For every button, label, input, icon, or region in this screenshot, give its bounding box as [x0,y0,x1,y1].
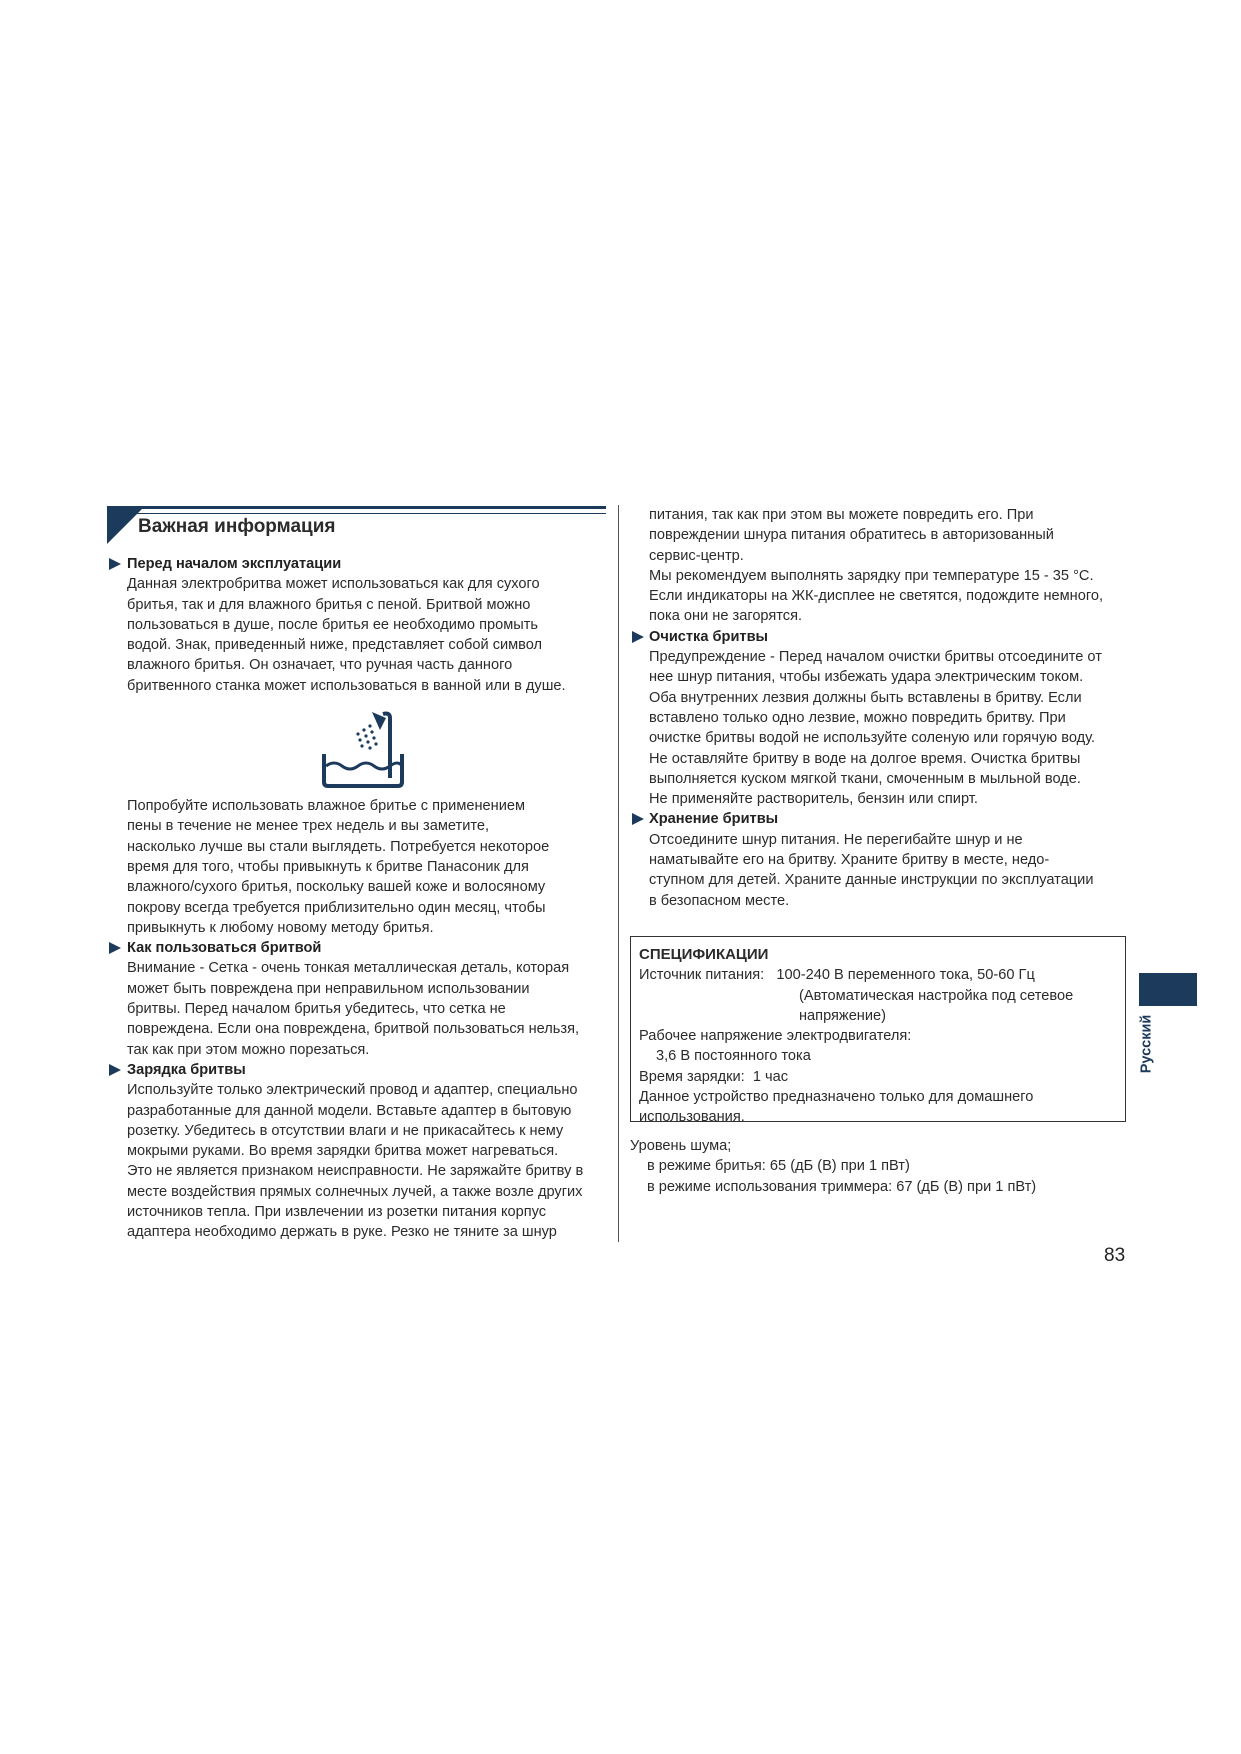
noise-shaving: в режиме бритья: 65 (дБ (В) при 1 пВт) [647,1158,910,1175]
heading-charging: Зарядка бритвы [107,1060,607,1080]
cleaning-text: Предупреждение - Перед началом очистки бритвы отсоедините от нее шнур питания, чтобы избежать удара электрическим током. Оба внутренних лезвия должны быть вставлены в бритву. Если вставлено только одно лезвие, можно повредить бритву. При очистке бритвы водой не используйте соленую или горячую воду. Не оставляйте бритву в воде на долгое время. Очистка бритвы выполняется куском мягкой ткани, смоченным в мыльной воде. Не применяйте растворитель, бензин или спирт. [649,649,1102,808]
heading-cleaning: Очистка бритвы [632,627,1132,647]
right-column [632,505,1132,911]
how-to-use-text: Внимание - Сетка - очень тонкая металлическая деталь, которая может быть повреждена при неправильном использовании бритвы. Перед началом бритья убедитесь, что сетка не повреждена. Если она повреждена, бритвой пользоваться нельзя, так как при этом можно порезаться. [127,960,580,1058]
bullet-triangle-icon [109,942,121,954]
charging-text: Используйте только электрический провод и адаптер, специально разработанные для данной модели. Вставьте адаптер в бытовую розетку. Убедитесь в отсутствии влаги и не прикасайтесь к нему мокрыми руками. Во время зарядки бритва может нагреваться. Это не является признаком неисправности. Не заряжайте бритву в месте воздействия прямых солнечных лучей, а также возле других источников тепла. При извлечении из розетки питания корпус адаптера необходимо держать в руке. Резко не тяните за шнур [127,1082,584,1241]
bath-shower-icon [107,708,607,788]
spec-domestic-note: Данное устройство предназначено только для домашнего [639,1089,1034,1106]
heading-how-to-use: Как пользоваться бритвой [107,938,607,958]
page-number: 83 [1104,1245,1126,1266]
storage-text: Отсоедините шнур питания. Не перегибайте шнур и не наматывайте его на бритву. Храните бритву в месте, недо- ступном для детей. Храните данные инструкции по эксплуатации в безопасном месте. [649,831,1094,909]
spec-charge-row: Время зарядки: 1 час [639,1068,789,1085]
bullet-triangle-icon [632,631,644,643]
noise-trimmer: в режиме использования триммера: 67 (дБ (В) при 1 пВт) [647,1178,1037,1195]
before-use-text: Данная электробритва может использоваться как для сухого бритья, так и для влажного бритья с пеной. Бритвой можно пользоваться в душе, после бритья ее необходимо промыть водой. Знак, приведенный ниже, представляет собой символ влажного бритья. Он означает, что ручная часть данного бритвенного станка может использоваться в ванной или в душе. [127,576,566,694]
wet-shave-advice: Попробуйте использовать влажное бритье с применением пены в течение не менее трех недель и вы заметите, насколько лучше вы стали выглядеть. Потребуется некоторое время для того, чтобы привыкнуть к бритве Панасоник для влажного/сухого бритья, поскольку вашей коже и волосяному покрову всегда требуется приблизительно один месяц, чтобы привыкнуть к любому новому методу бритья. [127,798,550,936]
spec-power-row: Источник питания: 100-240 В переменного тока, 50-60 Гц [639,967,1035,984]
left-column [107,554,607,1243]
language-tab-marker [1139,973,1197,1006]
specifications-box [630,936,1126,1126]
language-tab-label: Русский [1138,1014,1155,1074]
spec-motor-label: Рабочее напряжение электродвигателя: [639,1028,912,1045]
column-divider [618,505,619,1242]
specifications-title: СПЕЦИФИКАЦИИ [639,946,769,963]
header-rule-thin [132,513,606,514]
noise-level [630,1136,1036,1197]
spec-power-note: (Автоматическая настройка под сетевое [799,987,1074,1004]
header-rule [107,506,606,509]
bullet-triangle-icon [109,1064,121,1076]
spec-motor-value: 3,6 В постоянного тока [656,1048,811,1065]
noise-label: Уровень шума; [630,1138,732,1154]
spec-domestic-note: использования. [639,1109,745,1126]
spec-power-note: напряжение) [799,1007,886,1024]
bullet-triangle-icon [109,558,121,570]
heading-before-use: Перед началом эксплуатации [107,554,607,574]
heading-storage: Хранение бритвы [632,809,1132,829]
bullet-triangle-icon [632,813,644,825]
charging-continued-text: питания, так как при этом вы можете повредить его. При повреждении шнура питания обратитесь в авторизованный сервис-центр. Мы рекомендуем выполнять зарядку при температуре 15 - 35 °C. Если индикаторы на ЖК-дисплее не светятся, подождите немного, пока они не загорятся. [649,507,1104,625]
section-title: Важная информация [138,516,336,537]
